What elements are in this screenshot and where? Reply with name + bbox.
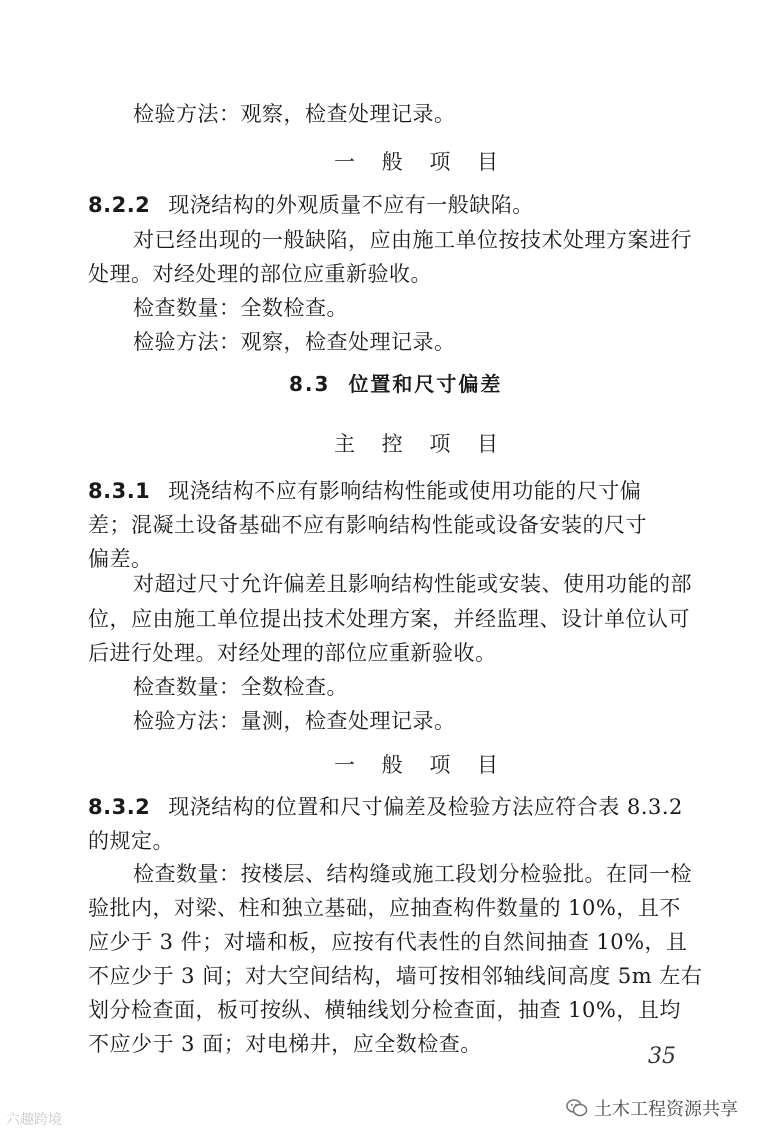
text-line: 验批内，对梁、柱和独立基础，应抽查构件数量的 10%，且不 xyxy=(88,896,681,920)
text-line: 差；混凝土设备基础不应有影响结构性能或设备安装的尺寸 xyxy=(88,513,647,537)
text-line: 不应少于 3 面；对电梯井，应全数检查。 xyxy=(88,1032,482,1056)
text-line: 对超过尺寸允许偏差且影响结构性能或安装、使用功能的部 xyxy=(133,572,692,596)
text-line: 检验方法：观察，检查处理记录。 xyxy=(133,330,456,354)
text-line: 检查数量：全数检查。 xyxy=(133,675,348,699)
text-line: 位，应由施工单位提出技术处理方案，并经监理、设计单位认可 xyxy=(88,607,690,631)
clause-text: 现浇结构的位置和尺寸偏差及检验方法应符合表 8.3.2 xyxy=(168,795,683,819)
clause-number: 8.3.2 xyxy=(88,795,151,819)
text-line: 的规定。 xyxy=(88,829,174,853)
clause-line xyxy=(88,189,534,219)
clause-number: 8.3.1 xyxy=(88,479,151,503)
text-line: 处理。对经处理的部位应重新验收。 xyxy=(88,262,432,286)
text-line: 划分检查面，板可按纵、横轴线划分检查面，抽查 10%，且均 xyxy=(88,998,681,1022)
text-line: 偏差。 xyxy=(88,547,153,571)
text-line: 检查数量：按楼层、结构缝或施工段划分检验批。在同一检 xyxy=(133,862,692,886)
text-line: 检验方法：观察，检查处理记录。 xyxy=(133,102,456,126)
clause-text: 现浇结构不应有影响结构性能或使用功能的尺寸偏 xyxy=(168,479,642,503)
text-line: 应少于 3 件；对墙和板，应按有代表性的自然间抽查 10%，且 xyxy=(88,930,688,954)
text-line: 检查数量：全数检查。 xyxy=(133,296,348,320)
text-line: 后进行处理。对经处理的部位应重新验收。 xyxy=(88,641,497,665)
text-line: 不应少于 3 间；对大空间结构，墙可按相邻轴线间高度 5m 左右 xyxy=(88,964,703,988)
clause-text: 现浇结构的外观质量不应有一般缺陷。 xyxy=(168,193,534,217)
page-number: 35 xyxy=(648,1044,676,1069)
clause-line xyxy=(88,475,641,505)
subsection-heading: 主 控 项 目 xyxy=(334,432,509,456)
subsection-heading: 一 般 项 目 xyxy=(334,753,509,777)
text-line: 对已经出现的一般缺陷，应由施工单位按技术处理方案进行 xyxy=(133,228,692,252)
section-title xyxy=(289,368,502,397)
watermark-left: 六趣跨境 xyxy=(6,1112,62,1128)
watermark-right xyxy=(566,1095,738,1121)
wechat-icon xyxy=(566,1099,588,1117)
text-line: 检验方法：量测，检查处理记录。 xyxy=(133,709,456,733)
clause-line xyxy=(88,791,683,821)
subsection-heading: 一 般 项 目 xyxy=(334,150,509,174)
watermark-right-text: 土木工程资源共享 xyxy=(594,1099,738,1120)
clause-number: 8.2.2 xyxy=(88,193,151,217)
section-title-text: 位置和尺寸偏差 xyxy=(348,372,503,396)
section-number: 8.3 xyxy=(289,372,331,396)
